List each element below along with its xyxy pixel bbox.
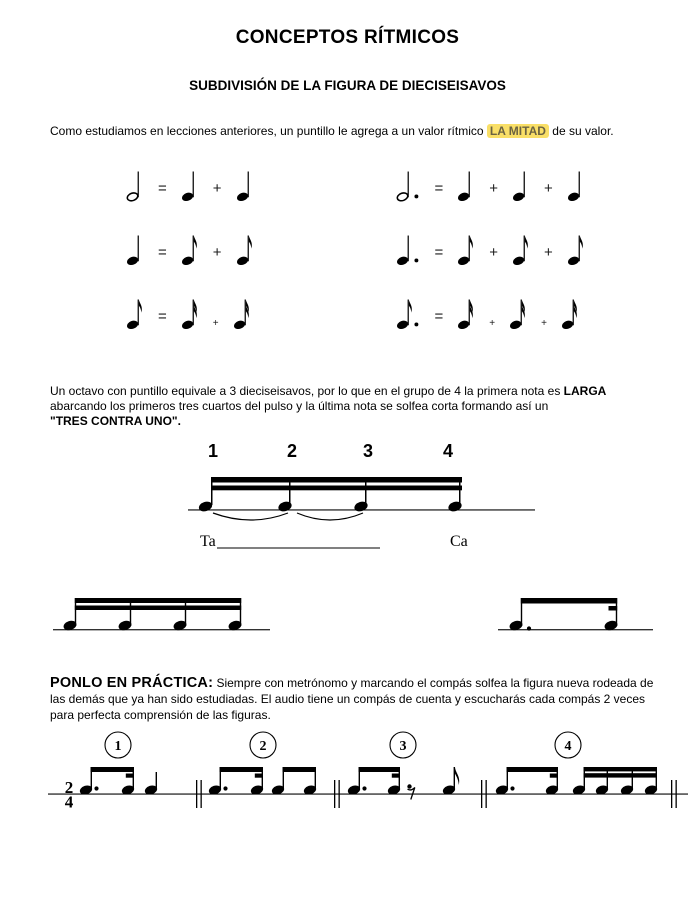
highlight-la-mitad: LA MITAD [487, 124, 549, 138]
beat-numbers [208, 441, 453, 461]
measure-number-4: 4 [564, 739, 572, 754]
syllable-ca: Ca [450, 533, 468, 550]
sixteenth-note-icon [457, 295, 475, 331]
measure-number-1: 1 [114, 739, 122, 754]
time-signature-denominator: 4 [64, 792, 74, 812]
beat-number-3: 3 [362, 441, 374, 461]
explanation-line1: Un octavo con puntillo equivale a 3 dieciseisavos, por lo que en el grupo de 4 la primera nota es [50, 384, 561, 398]
beat-number-1: 1 [207, 441, 219, 461]
intro-text-after: de su valor. [552, 124, 614, 138]
plus-sign: + [489, 318, 496, 329]
plus-sign: + [489, 180, 499, 197]
equivalence-figure [40, 585, 695, 650]
eighth-rest-icon [407, 784, 415, 799]
plus-sign: + [212, 318, 219, 329]
measure-number-circles [105, 732, 581, 758]
intro-text-before: Como estudiamos en lecciones anteriores, un puntillo le agrega a un valor rítmico [50, 124, 484, 138]
sixteenth-note-icon [561, 295, 579, 331]
plus-sign: + [489, 244, 499, 261]
tie-1-2-icon [213, 513, 288, 520]
eighth-note-icon [567, 231, 585, 267]
note-equation [126, 163, 254, 203]
measure-1 [79, 767, 159, 796]
note-equation [126, 227, 254, 267]
beat-number-4: 4 [442, 441, 454, 461]
half-note-icon [126, 167, 144, 203]
practice-heading: PONLO EN PRÁCTICA: [50, 675, 214, 691]
measure-3 [347, 767, 460, 800]
note-equation [396, 227, 585, 267]
eighth-note-icon [236, 231, 254, 267]
quarter-note-dotted-icon [396, 231, 421, 267]
equals-sign: = [158, 180, 167, 197]
equals-sign: = [434, 308, 444, 325]
tie-2-3-icon [297, 513, 363, 520]
dotted-eighth-sixteenth-group-icon [498, 598, 653, 632]
equals-sign: = [158, 244, 167, 261]
rhythm-staff [40, 723, 695, 815]
measure-number-2: 2 [259, 739, 267, 754]
quarter-note-icon [126, 231, 144, 267]
time-signature [65, 778, 74, 812]
quarter-note-icon [457, 167, 475, 203]
measure-number-3: 3 [399, 739, 407, 754]
page-subtitle: SUBDIVISIÓN DE LA FIGURA DE DIECISEISAVOS [189, 78, 506, 93]
explanation-paragraph [50, 384, 650, 429]
eighth-note-icon [512, 231, 530, 267]
plus-sign: + [212, 244, 222, 261]
note-equations-dotted [396, 163, 585, 355]
note-equation [396, 291, 585, 331]
explanation-tres-contra-uno: "TRES CONTRA UNO". [50, 414, 181, 428]
equals-sign: = [434, 244, 444, 261]
plus-sign: + [544, 180, 553, 197]
sixteenth-note-icon [181, 295, 199, 331]
measure-2 [208, 767, 318, 796]
note-equation [396, 163, 585, 203]
staff-line [48, 794, 688, 795]
flagged-eighth-icon [442, 767, 460, 796]
plus-sign: + [541, 318, 547, 329]
half-note-dotted-icon [396, 167, 421, 203]
eighth-note-icon [457, 231, 475, 267]
practice-paragraph [50, 675, 665, 723]
quarter-note-icon [181, 167, 199, 203]
syllable-ta: Ta [200, 533, 216, 550]
equals-sign: = [158, 308, 167, 325]
equals-sign: = [434, 180, 444, 197]
four-sixteenths-group-icon [53, 598, 270, 632]
quarter-note-icon [236, 167, 254, 203]
page-title: CONCEPTOS RÍTMICOS [235, 27, 460, 48]
eighth-note-icon [126, 295, 144, 331]
beat-number-2: 2 [286, 441, 298, 461]
time-signature-numerator: 2 [64, 778, 74, 797]
sixteenth-note-icon [233, 295, 251, 331]
explanation-line2: abarcando los primeros tres cuartos del pulso y la última nota se solfea corta formando así un [50, 399, 549, 413]
eighth-note-dotted-icon [396, 295, 421, 331]
measure-4 [495, 767, 659, 796]
explanation-larga: LARGA [563, 384, 607, 398]
practice-body: Siempre con metrónomo y marcando el compás solfea la figura nueva rodeada de las demás que ya han sido estudiadas. El audio tiene un compás de cuenta y escucharás cada compás 2 veces para perfecta comprensión de las figuras. [50, 676, 654, 722]
augmentation-dot-icon [527, 626, 531, 630]
plus-sign: + [544, 244, 553, 261]
taca-figure [120, 430, 580, 560]
beamed-sixteenth-group-icon [198, 477, 463, 513]
plus-sign: + [212, 180, 222, 197]
eighth-note-icon [181, 231, 199, 267]
quarter-note-icon [512, 167, 530, 203]
sixteenth-note-icon [509, 295, 527, 331]
intro-paragraph [50, 124, 660, 139]
note-equation [126, 291, 254, 331]
note-equations-simple [126, 163, 254, 355]
quarter-note-icon [567, 167, 585, 203]
